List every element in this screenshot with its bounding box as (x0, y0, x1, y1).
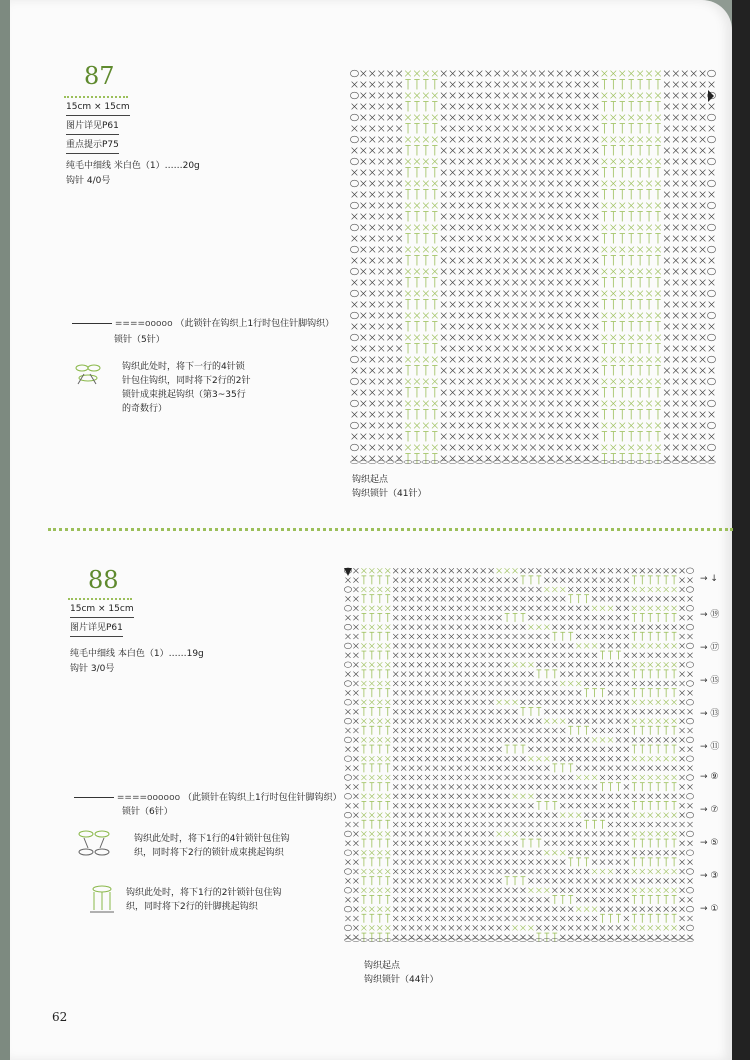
chart-chain-count: 钩织锁针（44针） (364, 975, 439, 985)
chain-label: 锁针（6针） (122, 807, 173, 817)
row-label: → ⑬ (700, 709, 720, 719)
photo-reference: 图片详见P61 (66, 120, 119, 135)
wrap2-note-line: 织，同时将下2行的针脚挑起钩织 (126, 902, 258, 912)
number-underline (68, 598, 132, 602)
wrap-legend-text (122, 360, 250, 416)
chart-chain-count: 钩织锁针（41针） (352, 489, 427, 499)
tip-reference: 重点提示P75 (66, 139, 119, 154)
section-divider (48, 528, 733, 531)
row-label: → ⑰ (700, 643, 720, 653)
pattern-size: 15cm × 15cm (70, 603, 134, 618)
wrap-stitch-symbol-icon (72, 360, 112, 388)
wrap2-stitch-symbol-icon (84, 884, 120, 916)
chain-note: （此锁针在钩织上1行时包住针脚钩织） (175, 319, 335, 329)
page-edge (732, 0, 750, 1060)
wrap-note-line: 钩织此处时，将下一行的4针锁 (122, 362, 245, 372)
chart-start-label: 钩织起点 (352, 475, 389, 485)
crochet-chart-88 (344, 566, 700, 950)
chart-start-label: 钩织起点 (364, 961, 401, 971)
pattern-number-87: 87 (84, 62, 115, 90)
wrap-stitch-symbol-icon (74, 828, 122, 864)
wrap2-legend-text (126, 886, 281, 914)
number-underline (64, 96, 128, 100)
chain-symbol: ====oooooo (116, 793, 181, 803)
photo-reference: 图片详见P61 (70, 622, 123, 637)
pattern-size: 15cm × 15cm (66, 101, 130, 116)
wrap-note-line: 针包住钩织，同时将下2行的2针 (122, 376, 251, 386)
chain-symbol: ====ooooo (114, 319, 173, 329)
pattern-number-88: 88 (88, 566, 119, 594)
row-label: → ⑦ (700, 805, 719, 815)
page-number: 62 (52, 1010, 68, 1024)
row-label: → ⑤ (700, 838, 719, 848)
wrap-note-line: 的奇数行） (122, 404, 168, 414)
book-spine (0, 0, 10, 1060)
hook-info: 钩针 4/0号 (66, 176, 111, 186)
row-label: → ⑨ (700, 772, 719, 782)
wrap2-note-line: 钩织此处时，将下1行的2针锁针包住钩 (126, 888, 282, 898)
row-label: → ⑲ (700, 610, 720, 620)
wrap-note-line: 钩织此处时，将下1行的4针锁针包住钩 (134, 834, 290, 844)
row-label: → ↓ (700, 574, 718, 584)
legend-chain-row (74, 792, 342, 805)
wrap-legend-text (134, 832, 289, 860)
chain-label: 锁针（5针） (114, 335, 165, 345)
wrap-note-line: 织，同时将下2行的锁针成束挑起钩织 (134, 848, 284, 858)
row-labels (700, 574, 728, 934)
yarn-info: 纯毛中细线 本白色（1）……19g (70, 649, 204, 659)
wrap-note-line: 锁针成束挑起钩织（第3~35行 (122, 390, 246, 400)
row-label: → ⑮ (700, 676, 720, 686)
legend-chain-row (72, 318, 334, 331)
row-label: → ⑪ (700, 742, 720, 752)
crochet-chart-87 (350, 68, 730, 470)
row-label: → ③ (700, 871, 719, 881)
yarn-info: 纯毛中细线 米白色（1）……20g (66, 161, 200, 171)
row-label: → ① (700, 904, 719, 914)
hook-info: 钩针 3/0号 (70, 664, 115, 674)
chain-note: （此锁针在钩织上1行时包住针脚钩织） (182, 793, 342, 803)
